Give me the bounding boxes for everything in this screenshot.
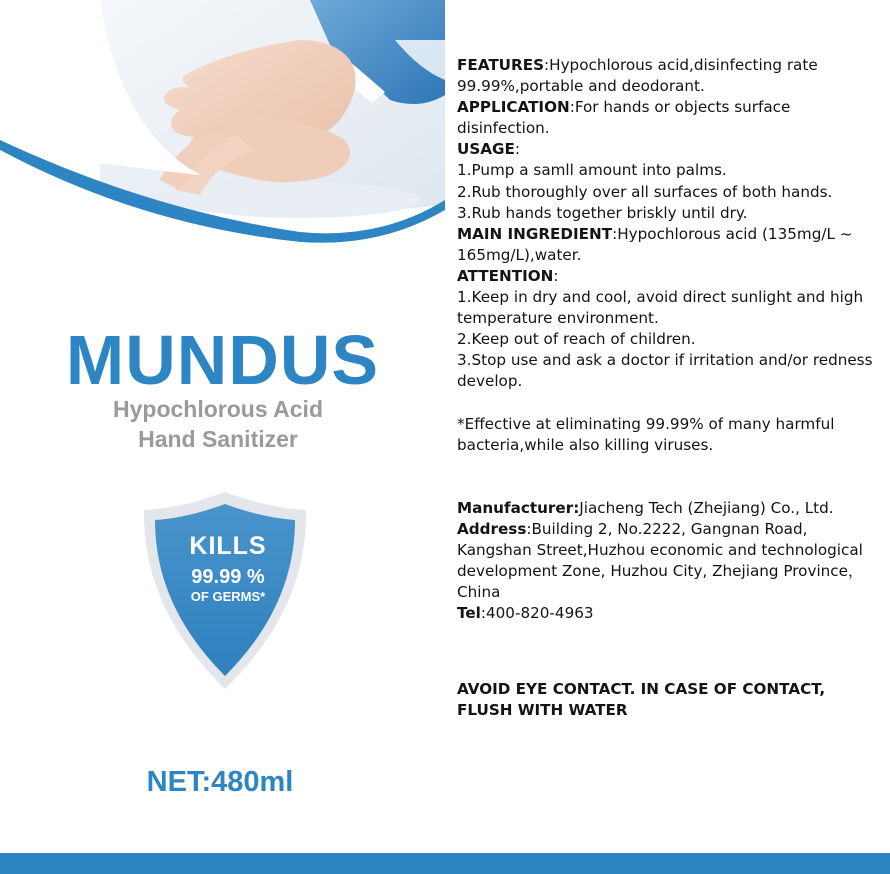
address-section [457, 519, 882, 603]
usage-step: 1.Pump a samll amount into palms. [457, 161, 727, 180]
address-label: Address [457, 519, 527, 538]
features-section [457, 55, 882, 97]
badge-percentage: 99.99 % [191, 566, 265, 588]
application-label: APPLICATION [457, 98, 570, 117]
warning-line1: AVOID EYE CONTACT. IN CASE OF CONTACT, [457, 680, 826, 699]
usage-heading [457, 139, 882, 160]
usage-label: USAGE [457, 140, 515, 159]
badge-of-germs: OF GERMS* [190, 589, 266, 604]
hands-washing-photo [0, 0, 445, 250]
address-text: :Building 2, No.2222, Gangnan Road, Kangshan Street,Huzhou economic and technological development Zone, Huzhou City, Zhejiang Province，China [457, 519, 864, 602]
attention-label: ATTENTION [457, 266, 554, 285]
features-label: FEATURES [457, 56, 545, 74]
manufacturer-label: Manufacturer: [457, 498, 580, 517]
tel-label: Tel [457, 604, 481, 623]
warning-line2: FLUSH WITH WATER [457, 701, 628, 720]
application-section [457, 97, 882, 139]
product-subtitle-line1: Hypochlorous Acid [113, 396, 323, 422]
manufacturer-name: Jiacheng Tech (Zhejiang) Co., Ltd. [579, 498, 834, 517]
net-volume: NET:480ml [146, 766, 294, 798]
usage-step: 3.Rub hands together briskly until dry. [457, 203, 748, 222]
usage-step: 2.Rub thoroughly over all surfaces of both hands. [457, 182, 833, 201]
attention-colon: : [553, 266, 559, 285]
brand-name: MUNDUS [65, 321, 380, 399]
ingredient-section [457, 224, 882, 266]
manufacturer-line [457, 498, 882, 519]
product-subtitle-line2: Hand Sanitizer [138, 426, 298, 452]
application-text: :For hands or objects surface disinfection. [457, 98, 791, 138]
product-info [457, 55, 882, 721]
features-text: :Hypochlorous acid,disinfecting rate 99.99%,portable and deodorant. [457, 56, 818, 96]
tel-number: :400-820-4963 [480, 604, 594, 623]
attention-heading [457, 266, 882, 287]
badge-kills: KILLS [189, 532, 267, 560]
tel-line [457, 603, 882, 624]
bottom-color-bar [0, 853, 890, 874]
attention-item: 1.Keep in dry and cool, avoid direct sunlight and high temperature environment. [457, 288, 864, 328]
ingredient-text: :Hypochlorous acid (135mg/L ~ 165mg/L),water. [457, 224, 853, 264]
attention-item: 2.Keep out of reach of children. [457, 330, 696, 349]
attention-item: 3.Stop use and ask a doctor if irritation and/or redness develop. [457, 351, 873, 391]
usage-colon: : [514, 140, 520, 159]
eye-contact-warning [457, 679, 882, 721]
disclaimer: *Effective at eliminating 99.99% of many harmful bacteria,while also killing viruses. [457, 414, 835, 454]
ingredient-label: MAIN INGREDIENT [457, 224, 613, 243]
